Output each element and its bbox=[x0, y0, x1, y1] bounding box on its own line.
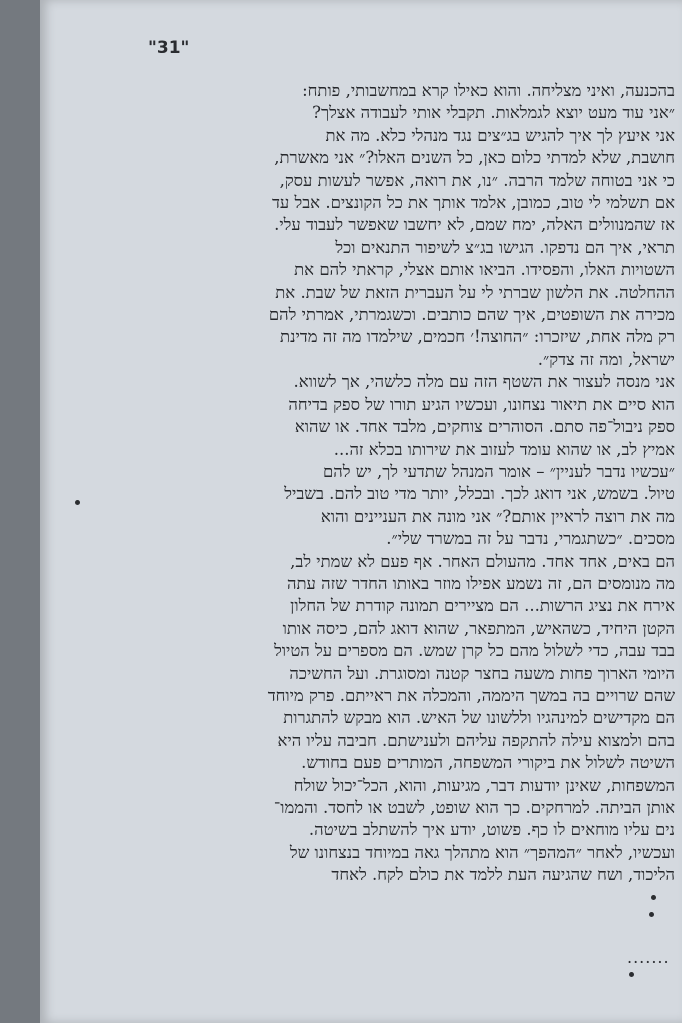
text-line: אותן הביתה. למרחקים. כך הוא שופט, לשבט או לחסד. והממו־ bbox=[273, 798, 675, 817]
text-line: הקטן היחיד, כשהאיש, המתפאר, שהוא דואג להם, כיסה אותו bbox=[282, 618, 675, 638]
text-line: מסכים. ״כשתגמרי, נדבר על זה במשרד שלי״. bbox=[386, 529, 675, 549]
text-line: אני איעץ לך איך להגיש בג״צים נגד מנהלי כלא. מה את bbox=[325, 125, 675, 145]
text-line: השיטה לשלול את ביקורי המשפחה, המותרים פעם בחודש. bbox=[301, 753, 675, 773]
speck bbox=[651, 895, 656, 900]
text-line: ההחלטה. את הלשון שברתי לי על העברית הזאת של שבת. את bbox=[275, 282, 675, 302]
text-line: אמיץ לב, או שהוא עומד לעזוב את שירותו בכלא זה... bbox=[333, 439, 675, 459]
text-line: היומי הארוך פחות משעה בחצר קטנה ומסוגרת. ועל החשיכה bbox=[289, 663, 675, 683]
text-line: רק מלה אחת, שיזכרו: ״החוצה!׳ חכמים, שילמדו מה זה מדינת bbox=[280, 327, 675, 347]
text-line: תראי, איך הם נדפקו. הגישו בג״צ לשיפור התנאים וכל bbox=[335, 237, 675, 257]
text-line: שהם שרויים בה במשך היממה, והמכלה את ראייתם. פרק מיוחד bbox=[267, 685, 675, 705]
text-line: מכירה את השופטים, איך שהם כותבים. וכשגמרתי, אמרתי להם bbox=[268, 305, 675, 325]
text-line: אז שהמנוולים האלה, ימח שמם, לא יחשבו שאפשר לעבוד עלי. bbox=[274, 215, 675, 235]
text-line: ישראל, ומה זה צדק״. bbox=[537, 349, 675, 369]
text-line: השטויות האלו, והפסידו. הביאו אותם אצלי, קראתי להם את bbox=[294, 260, 675, 280]
text-line: בהם ולמצוא עילה להתקפה עליהם ולענישתם. חביבה עליו היא bbox=[277, 730, 675, 750]
text-line: ספק ניבול־פה סתם. הסוהרים צוחקים, מלבד אחד. או שהוא bbox=[294, 417, 675, 437]
speck bbox=[75, 500, 80, 505]
text-line: הם מקדישים למינהגיו וללשונו של האיש. הוא מבקש להתגרות bbox=[283, 708, 675, 728]
text-line: אירח את נציג הרשות... הם מציירים תמונה קודרת של החלון bbox=[290, 596, 675, 616]
speck bbox=[629, 972, 634, 977]
text-line: בהכנעה, ואיני מצליחה. והוא כאילו קרא במחשבותי, פותח: bbox=[302, 81, 675, 100]
text-line: מה את רוצה לראיין אותם?״ אני מונה את העניינים והוא bbox=[320, 506, 675, 526]
text-line: נים עליו מוחאים לו כף. פשוט, יודע איך להשתלב בשיטה. bbox=[308, 820, 675, 840]
text-line: ״אני עוד מעט יוצא לגמלאות. תקבלי אותי לעבודה אצלך? bbox=[312, 103, 675, 123]
text-line: בבד עבה, כדי לשלול מהם כל קרן שמש. הם מספרים על הטיול bbox=[274, 641, 675, 661]
text-line: אני מנסה לעצור את השטף הזה עם מלה כלשהי, אך לשווא. bbox=[293, 372, 675, 392]
page-number: "31" bbox=[148, 38, 190, 58]
text-line: חושבת, שלא למדתי כלום כאן, כל השנים האלו?״ אני מאשרת, bbox=[274, 148, 675, 168]
text-line: הוא סיים את תיאור נצחונו, ועכשיו הגיע תורו של ספק בדיחה bbox=[288, 394, 675, 414]
text-line: ועכשיו, לאחר ״המהפך״ הוא מתהלך גאה במיוחד בנצחונו של bbox=[289, 842, 675, 862]
text-line: הם באים, אחד אחד. מהעולם האחר. אף פעם לא שמתי לב, bbox=[290, 551, 675, 571]
text-line: טיול. בשמש, אני דואג לכך. ובכלל, יותר מדי טוב להם. בשביל bbox=[284, 484, 675, 504]
continuation-dots: ....... bbox=[627, 948, 670, 967]
text-line: ״עכשיו נדבר לעניין״ – אומר המנהל שתדעי לך, יש להם bbox=[322, 461, 675, 481]
text-line: אם תשלמי לי טוב, כמובן, אלמד אותך את כל הקונצים. אבל עד bbox=[271, 193, 675, 213]
text-line: מה מנומסים הם, זה נשמע אפילו מוזר באותו החדר שזה עתה bbox=[286, 573, 675, 593]
body-text bbox=[140, 80, 675, 887]
text-line: הליכוד, ושח שהגיעה העת ללמד את כולם לקח. לאחד bbox=[331, 865, 675, 885]
book-page bbox=[40, 0, 682, 1023]
text-line: המשפחות, שאינן יודעות דבר, מגיעות, והוא, הכל־יכול שולח bbox=[293, 775, 675, 795]
text-line: כי אני בטוחה שלמד הרבה. ״נו, את רואה, אפשר לעשות עסק, bbox=[279, 170, 675, 190]
speck bbox=[649, 912, 654, 917]
